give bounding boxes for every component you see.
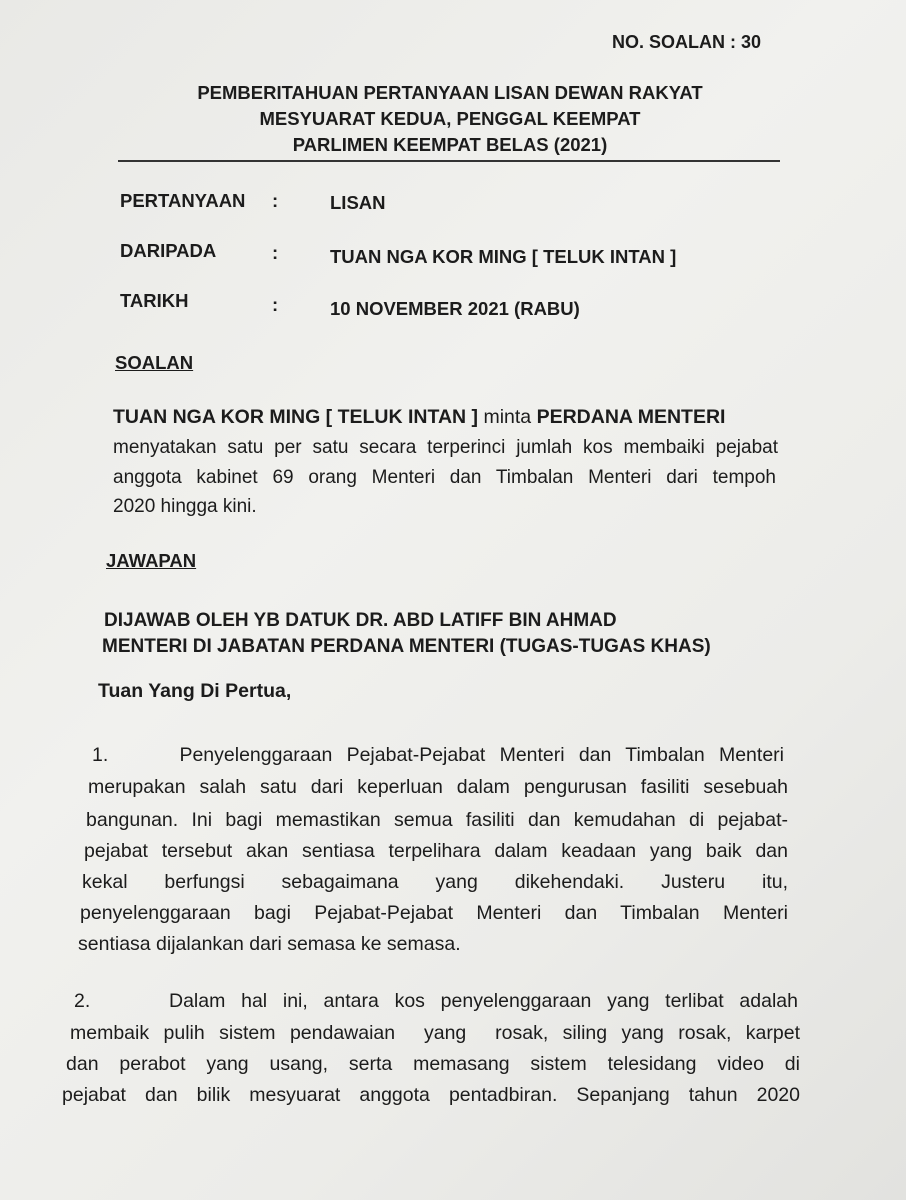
- para2-line-3: dan perabot yang usang, serta memasang sistem telesidang video di: [66, 1053, 800, 1075]
- para2-line-1: 2. Dalam hal ini, antara kos penyelenggaraan yang terlibat adalah: [74, 990, 798, 1012]
- soalan-heading: SOALAN: [115, 352, 194, 373]
- soalan-first-line: [113, 406, 725, 429]
- pertanyaan-value: LISAN: [330, 192, 386, 213]
- soalan-line-2: menyatakan satu per satu secara terperinci jumlah kos membaiki pejabat: [113, 437, 778, 458]
- tarikh-value: 10 NOVEMBER 2021 (RABU): [330, 298, 580, 319]
- header-line-3: PARLIMEN KEEMPAT BELAS (2021): [292, 134, 608, 155]
- daripada-value: TUAN NGA KOR MING [ TELUK INTAN ]: [330, 246, 677, 267]
- para1-line-5: kekal berfungsi sebagaimana yang dikehendaki. Justeru itu,: [82, 871, 788, 893]
- para1-line-6: penyelenggaraan bagi Pejabat-Pejabat Menteri dan Timbalan Menteri: [80, 902, 788, 924]
- para1-line-4: pejabat tersebut akan sentiasa terpelihara dalam keadaan yang baik dan: [84, 840, 788, 862]
- soalan-minta: minta: [478, 406, 537, 428]
- soalan-addressee: PERDANA MENTERI: [536, 406, 726, 428]
- tarikh-label: TARIKH: [120, 290, 189, 311]
- question-number: NO. SOALAN : 30: [612, 32, 762, 52]
- para1-line-7: sentiasa dijalankan dari semasa ke semasa.: [78, 933, 461, 955]
- header-line-1: PEMBERITAHUAN PERTANYAAN LISAN DEWAN RAKYAT: [197, 82, 703, 103]
- answered-by-line-2: MENTERI DI JABATAN PERDANA MENTERI (TUGAS-TUGAS KHAS): [102, 636, 711, 657]
- para1-line-3: bangunan. Ini bagi memastikan semua fasiliti dan kemudahan di pejabat-: [86, 809, 788, 831]
- jawapan-heading: JAWAPAN: [106, 550, 197, 571]
- para2-line-2: membaik pulih sistem pendawaian yang rosak, siling yang rosak, karpet: [70, 1022, 800, 1044]
- para1-line-1: 1. Penyelenggaraan Pejabat-Pejabat Menteri dan Timbalan Menteri: [92, 744, 784, 766]
- daripada-label: DARIPADA: [120, 240, 217, 261]
- pertanyaan-colon: :: [272, 190, 279, 211]
- soalan-line-4: 2020 hingga kini.: [113, 496, 257, 517]
- daripada-colon: :: [272, 242, 279, 263]
- header-line-2: MESYUARAT KEDUA, PENGGAL KEEMPAT: [259, 108, 641, 129]
- para2-line-4: pejabat dan bilik mesyuarat anggota pentadbiran. Sepanjang tahun 2020: [62, 1084, 800, 1106]
- answered-by-line-1: DIJAWAB OLEH YB DATUK DR. ABD LATIFF BIN AHMAD: [104, 610, 617, 631]
- pertanyaan-label: PERTANYAAN: [120, 190, 246, 211]
- soalan-asker: TUAN NGA KOR MING [ TELUK INTAN ]: [113, 406, 479, 428]
- salutation: Tuan Yang Di Pertua,: [98, 680, 292, 702]
- header-divider: [118, 160, 780, 162]
- para1-line-2: merupakan salah satu dari keperluan dalam pengurusan fasiliti sesebuah: [88, 776, 788, 798]
- soalan-line-3: anggota kabinet 69 orang Menteri dan Timbalan Menteri dari tempoh: [113, 467, 776, 488]
- tarikh-colon: :: [272, 294, 279, 315]
